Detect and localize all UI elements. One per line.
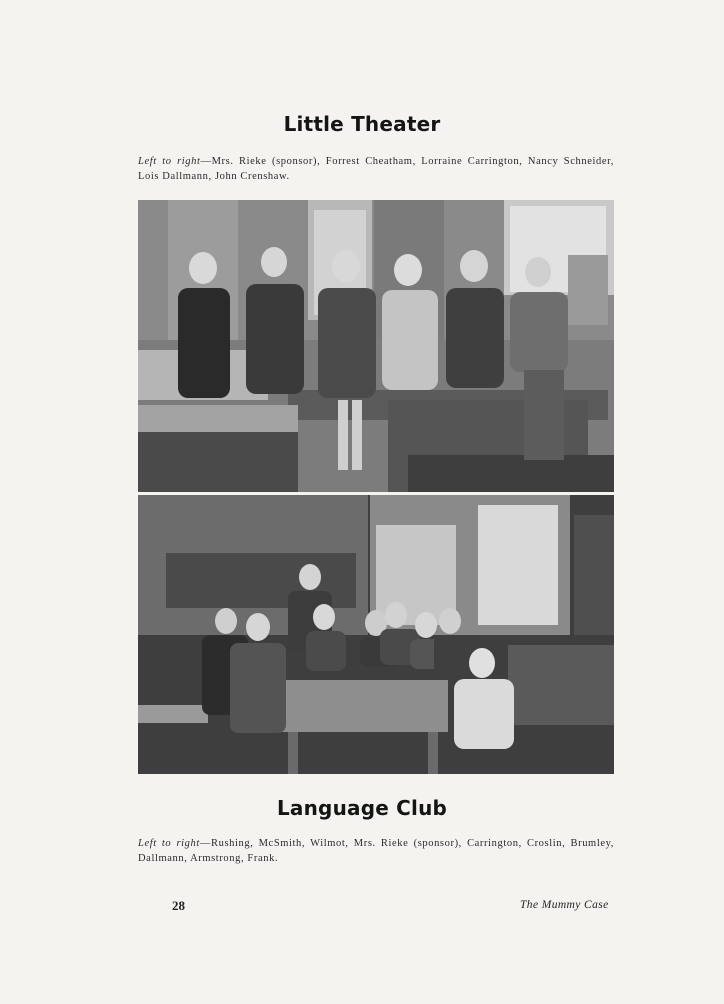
little-theater-title: Little Theater [283,112,441,136]
little-theater-caption-lead: Left to right [138,156,201,167]
language-club-title: Language Club [276,796,448,820]
language-club-caption-lead: Left to right [138,838,200,849]
language-club-caption-names: —Rushing, McSmith, Wilmot, Mrs. Rieke (sponsor), Carrington, Croslin, Brumley, Dallmann, Armstrong, Frank. [138,838,614,864]
language-club-photo [138,495,614,774]
little-theater-caption [138,154,614,184]
language-club-caption [138,836,614,866]
running-title: The Mummy Case [520,899,609,911]
little-theater-caption-names: —Mrs. Rieke (sponsor), Forrest Cheatham, Lorraine Carrington, Nancy Schneider, Lois Dallmann, John Crenshaw. [138,156,614,182]
page-number: 28 [172,898,185,913]
little-theater-photo [138,200,614,492]
